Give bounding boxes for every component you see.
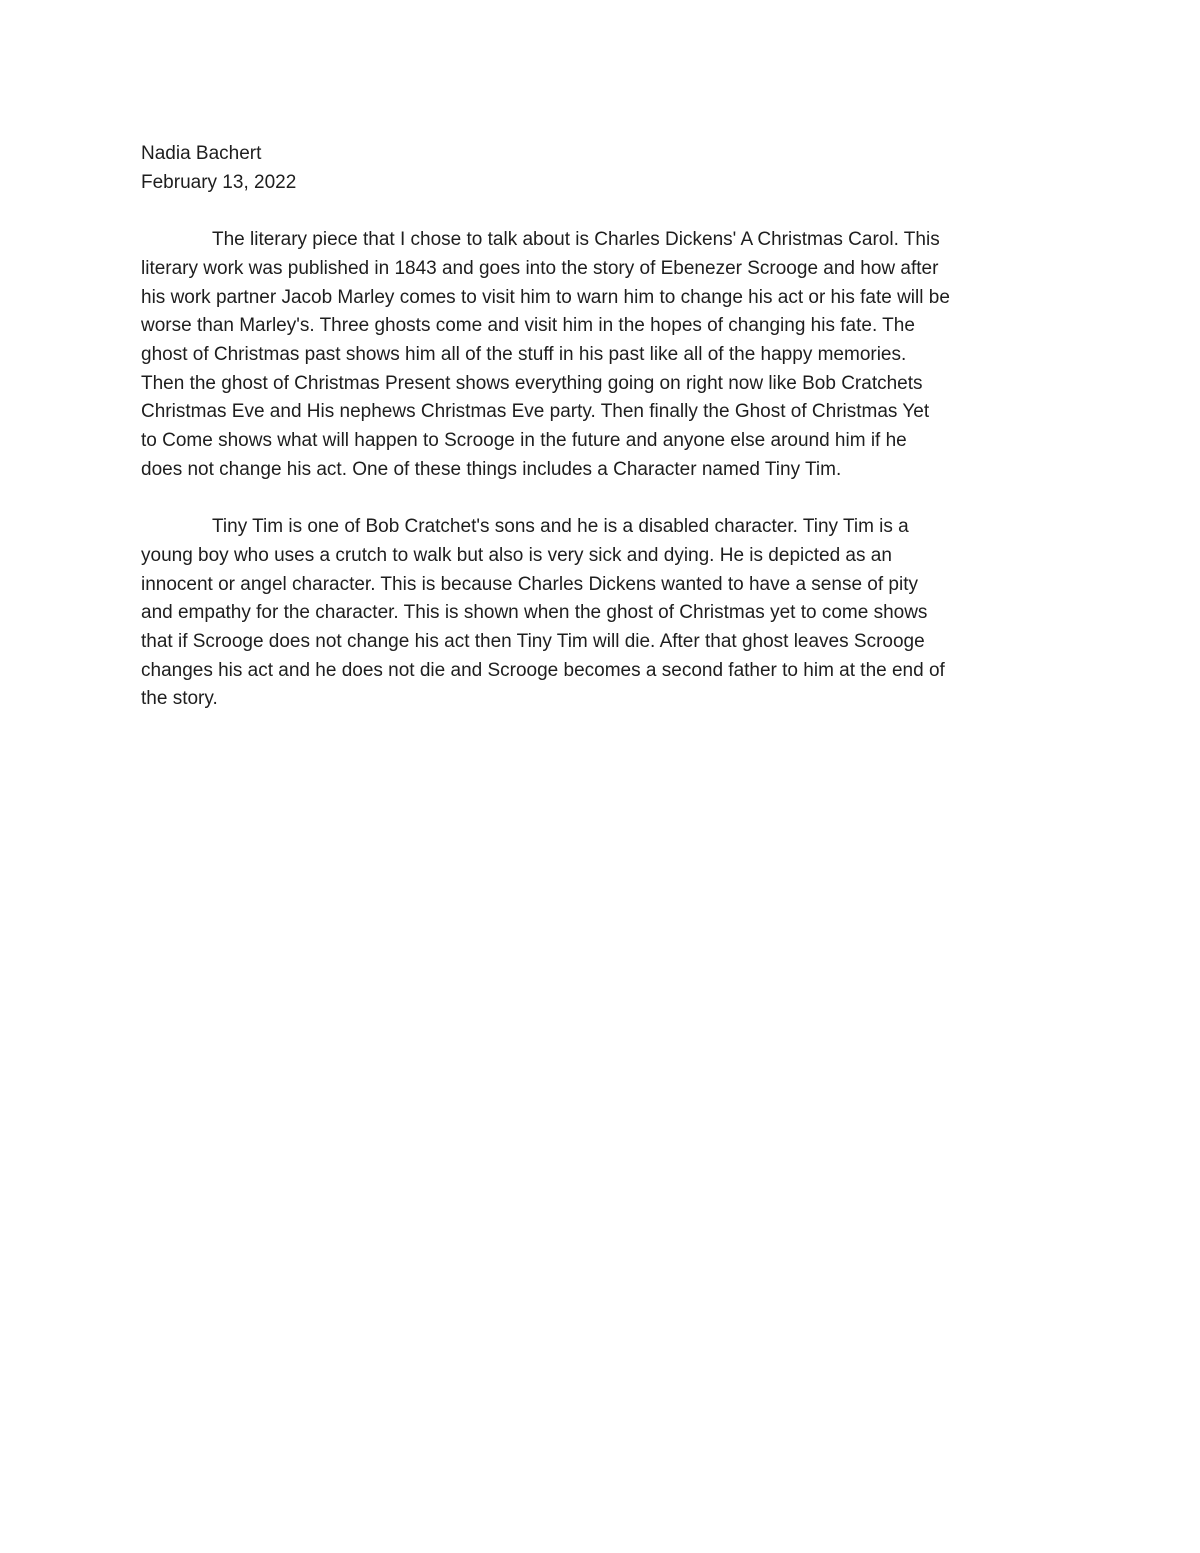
author-name: Nadia Bachert — [141, 143, 262, 164]
document-body — [141, 140, 1066, 714]
paragraph-line: Then the ghost of Christmas Present shows everything going on right now like Bob Cratchets — [141, 372, 923, 394]
spacer — [141, 197, 1066, 226]
paragraph-1 — [141, 226, 1066, 484]
paragraph-line: The literary piece that I chose to talk about is Charles Dickens' A Christmas Carol. This — [212, 229, 940, 251]
paragraph-2 — [141, 513, 1066, 714]
paragraph-line: changes his act and he does not die and Scrooge becomes a second father to him at the end of — [141, 659, 945, 681]
paragraph-line: worse than Marley's. Three ghosts come and visit him in the hopes of changing his fate. The — [141, 315, 915, 337]
paragraph-line: that if Scrooge does not change his act then Tiny Tim will die. After that ghost leaves Scrooge — [141, 630, 925, 652]
paragraph-line: literary work was published in 1843 and goes into the story of Ebenezer Scrooge and how after — [141, 257, 939, 279]
paragraph-line: Tiny Tim is one of Bob Cratchet's sons and he is a disabled character. Tiny Tim is a — [212, 516, 909, 538]
paragraph-line: the story. — [141, 688, 218, 710]
paragraph-line: to Come shows what will happen to Scrooge in the future and anyone else around him if he — [141, 430, 907, 452]
paragraph-line: young boy who uses a crutch to walk but also is very sick and dying. He is depicted as an — [141, 544, 892, 566]
paragraph-line: innocent or angel character. This is because Charles Dickens wanted to have a sense of pity — [141, 573, 918, 595]
paragraph-line: does not change his act. One of these things includes a Character named Tiny Tim. — [141, 458, 842, 480]
spacer — [141, 484, 1066, 513]
paragraph-line: ghost of Christmas past shows him all of the stuff in his past like all of the happy memories. — [141, 343, 907, 365]
document-date: February 13, 2022 — [141, 171, 297, 193]
paragraph-line: Christmas Eve and His nephews Christmas Eve party. Then finally the Ghost of Christmas Yet — [141, 401, 930, 423]
paragraph-line: and empathy for the character. This is shown when the ghost of Christmas yet to come shows — [141, 602, 928, 624]
paragraph-line: his work partner Jacob Marley comes to visit him to warn him to change his act or his fate will be — [141, 286, 950, 308]
